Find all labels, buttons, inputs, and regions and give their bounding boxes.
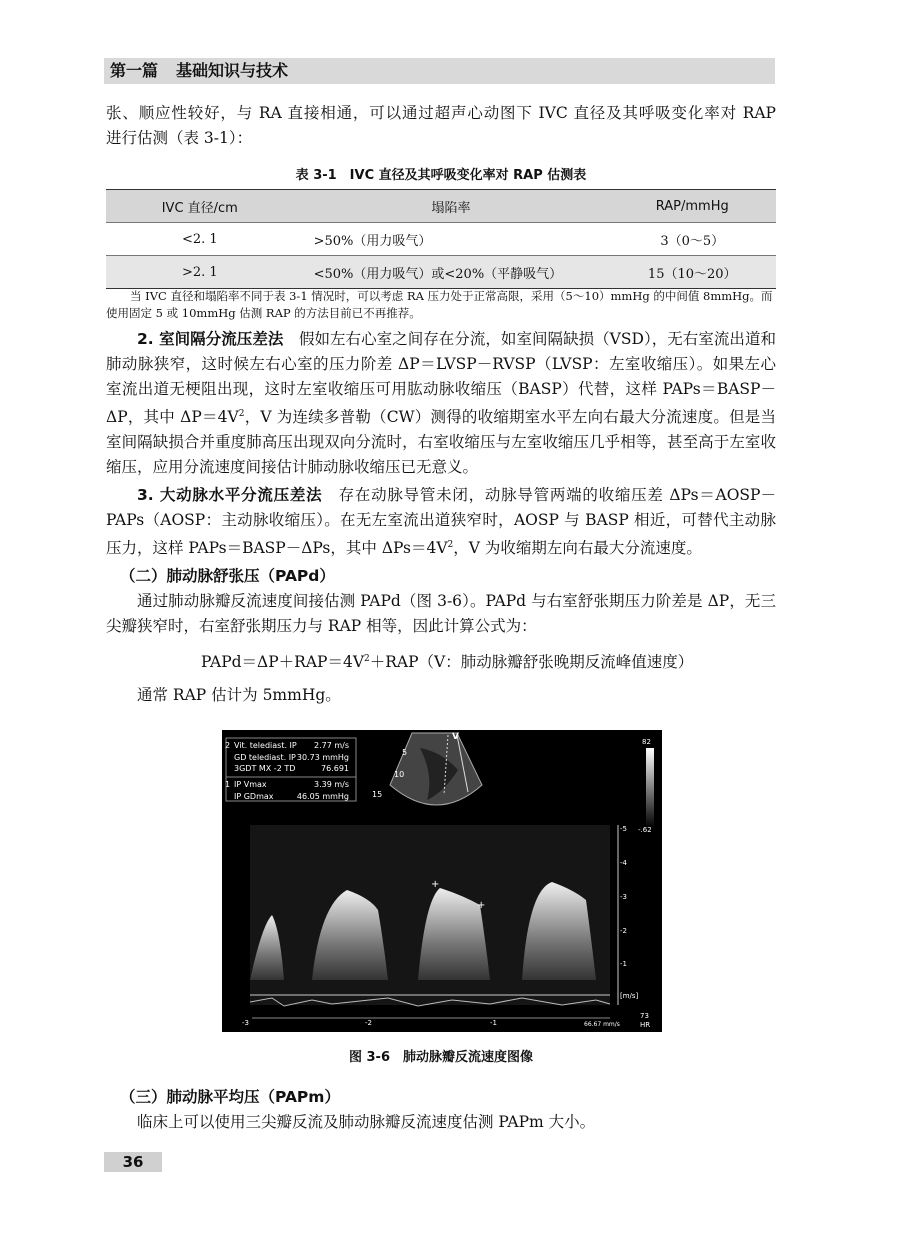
section-body: 存在动脉导管未闭，动脉导管两端的收缩压差 ΔPs＝AOSP－PAPs（AOSP：主动脉收缩压）。在无左室流出道狭窄时，AOSP 与 BASP 相近，可替代主动脉压力，这样 PAPs＝BASP－ΔPs，其中 ΔPs＝4V bbox=[106, 486, 776, 558]
superscript: 2 bbox=[447, 540, 454, 550]
depth-label: 15 bbox=[372, 790, 383, 799]
doppler-image bbox=[222, 730, 662, 1032]
hr-label: HR bbox=[640, 1021, 651, 1029]
measure-value: 30.73 mmHg bbox=[296, 752, 349, 762]
measure-value: 76.691 bbox=[321, 764, 349, 773]
table-header-ivc: IVC 直径/cm bbox=[106, 190, 294, 223]
row-marker: 1 bbox=[225, 780, 231, 789]
rap-table bbox=[106, 189, 776, 289]
depth-label: 5 bbox=[402, 748, 408, 757]
svg-text:+: + bbox=[477, 900, 486, 911]
section-shunt-pda bbox=[106, 483, 776, 561]
measure-label: GD telediast. IP bbox=[234, 752, 296, 762]
chapter-label: 第一篇 bbox=[110, 61, 159, 80]
measure-value: 46.05 mmHg bbox=[296, 791, 349, 801]
table-cell: <2. 1 bbox=[106, 223, 294, 256]
doppler-graphics bbox=[222, 730, 662, 1032]
section-body: 假如左右心室之间存在分流，如室间隔缺损（VSD），无右室流出道和肺动脉狭窄，这时候左右心室的压力阶差 ΔP＝LVSP－RVSP（LVSP：左室收缩压）。如果左心室流出道无梗阻出现，这时左室收缩压可用肱动脉收缩压（BASP）代替，这样 PAPs＝BASP－ΔP，其中 ΔP＝4V bbox=[106, 330, 776, 427]
measure-label: IP Vmax bbox=[234, 780, 267, 789]
scale-bottom-label: -.62 bbox=[638, 826, 652, 834]
formula-part: PAPd＝ΔP＋RAP＝4V bbox=[201, 653, 365, 671]
svg-text:+: + bbox=[431, 879, 440, 890]
intro-line-2: 进行估测（表 3-1）： bbox=[106, 129, 253, 147]
table-caption: 表 3-1 IVC 直径及其呼吸变化率对 RAP 估测表 bbox=[295, 168, 587, 183]
intro-paragraph bbox=[106, 101, 776, 151]
measure-label: Vit. telediast. IP bbox=[234, 741, 297, 750]
table-row bbox=[106, 223, 776, 256]
table-cell: 15（10～20） bbox=[608, 256, 776, 289]
measure-row bbox=[234, 779, 349, 791]
chapter-header bbox=[104, 58, 775, 84]
y-tick: -5 bbox=[620, 825, 627, 833]
intro-line-1: 张、顺应性较好，与 RA 直接相通，可以通过超声心动图下 IVC 直径及其呼吸变化率对 RAP bbox=[106, 104, 776, 122]
measure-label: IP GDmax bbox=[234, 791, 274, 801]
section-body-cont: ，V 为收缩期左向右最大分流速度。 bbox=[453, 539, 702, 558]
heading-papd: （二）肺动脉舒张压（PAPd） bbox=[120, 567, 335, 585]
table-header-rap: RAP/mmHg bbox=[608, 190, 776, 223]
unit-label: [m/s] bbox=[620, 992, 639, 1000]
papd-paragraph: 通过肺动脉瓣反流速度间接估测 PAPd（图 3-6）。PAPd 与右室舒张期压力阶差是 ΔP，无三尖瓣狭窄时，右室舒张期压力与 RAP 相等，因此计算公式为： bbox=[106, 592, 776, 635]
measure-value: 3.39 m/s bbox=[313, 780, 349, 789]
heading-papm: （三）肺动脉平均压（PAPm） bbox=[120, 1088, 340, 1106]
depth-label: 10 bbox=[394, 770, 405, 779]
section-heading: 2. 室间隔分流压差法 bbox=[137, 330, 284, 348]
y-tick: -4 bbox=[620, 859, 627, 867]
table-cell: >50%（用力吸气） bbox=[294, 223, 609, 256]
table-row bbox=[106, 256, 776, 289]
x-tick: -3 bbox=[242, 1019, 249, 1027]
measure-row bbox=[234, 763, 349, 775]
superscript: 2 bbox=[238, 409, 245, 419]
measure-value: 2.77 m/s bbox=[313, 741, 349, 750]
table-note: 当 IVC 直径和塌陷率不同于表 3-1 情况时，可以考虑 RA 压力处于正常高限，采用（5～10）mmHg 的中间值 8mmHg。而使用固定 5 或 10mmHg 估测 RAP 的方法目前已不再推荐。 bbox=[106, 289, 773, 320]
y-tick: -1 bbox=[620, 960, 627, 968]
papd-formula bbox=[201, 650, 693, 672]
chapter-title: 基础知识与技术 bbox=[176, 61, 289, 80]
superscript: 2 bbox=[364, 653, 370, 664]
x-tick: -1 bbox=[490, 1019, 497, 1027]
x-tick: -2 bbox=[365, 1019, 372, 1027]
figure-caption: 图 3-6 肺动脉瓣反流速度图像 bbox=[348, 1050, 533, 1065]
page-number: 36 bbox=[104, 1152, 162, 1172]
measure-label: 3GDT MX -2 TD bbox=[234, 764, 296, 773]
section-heading: 3. 大动脉水平分流压差法 bbox=[137, 486, 323, 504]
grayscale-bar bbox=[646, 748, 654, 828]
hr-value: 73 bbox=[640, 1012, 649, 1020]
sweep-label: 66.67 mm/s bbox=[584, 1021, 620, 1028]
table-header-row bbox=[106, 190, 776, 223]
measure-row bbox=[234, 740, 349, 752]
section-body-cont: ，V 为连续多普勒（CW）测得的收缩期室水平左向右最大分流速度。但是当室间隔缺损合并重度肺高压出现双向分流时，右室收缩压与左室收缩压几乎相等，甚至高于左室收缩压，应用分流速度间接估计肺动脉收缩压已无意义。 bbox=[106, 408, 777, 477]
table-cell: 3（0～5） bbox=[608, 223, 776, 256]
table-cell: >2. 1 bbox=[106, 256, 294, 289]
row-marker: 2 bbox=[225, 741, 231, 750]
papm-paragraph: 临床上可以使用三尖瓣反流及肺动脉瓣反流速度估测 PAPm 大小。 bbox=[137, 1113, 596, 1131]
measure-row bbox=[234, 791, 349, 803]
scale-top-label: 82 bbox=[642, 738, 651, 746]
y-tick: -2 bbox=[620, 927, 627, 935]
section-shunt-vsd bbox=[106, 327, 776, 480]
sector-v-label: V bbox=[452, 732, 459, 742]
measure-row bbox=[234, 752, 349, 764]
y-tick: -3 bbox=[620, 893, 627, 901]
rap-estimate-line: 通常 RAP 估计为 5mmHg。 bbox=[137, 686, 341, 704]
formula-part: ＋RAP（V：肺动脉瓣舒张晚期反流峰值速度） bbox=[369, 653, 694, 671]
table-cell: <50%（用力吸气）或<20%（平静吸气） bbox=[294, 256, 609, 289]
table-header-collapse: 塌陷率 bbox=[294, 190, 609, 223]
